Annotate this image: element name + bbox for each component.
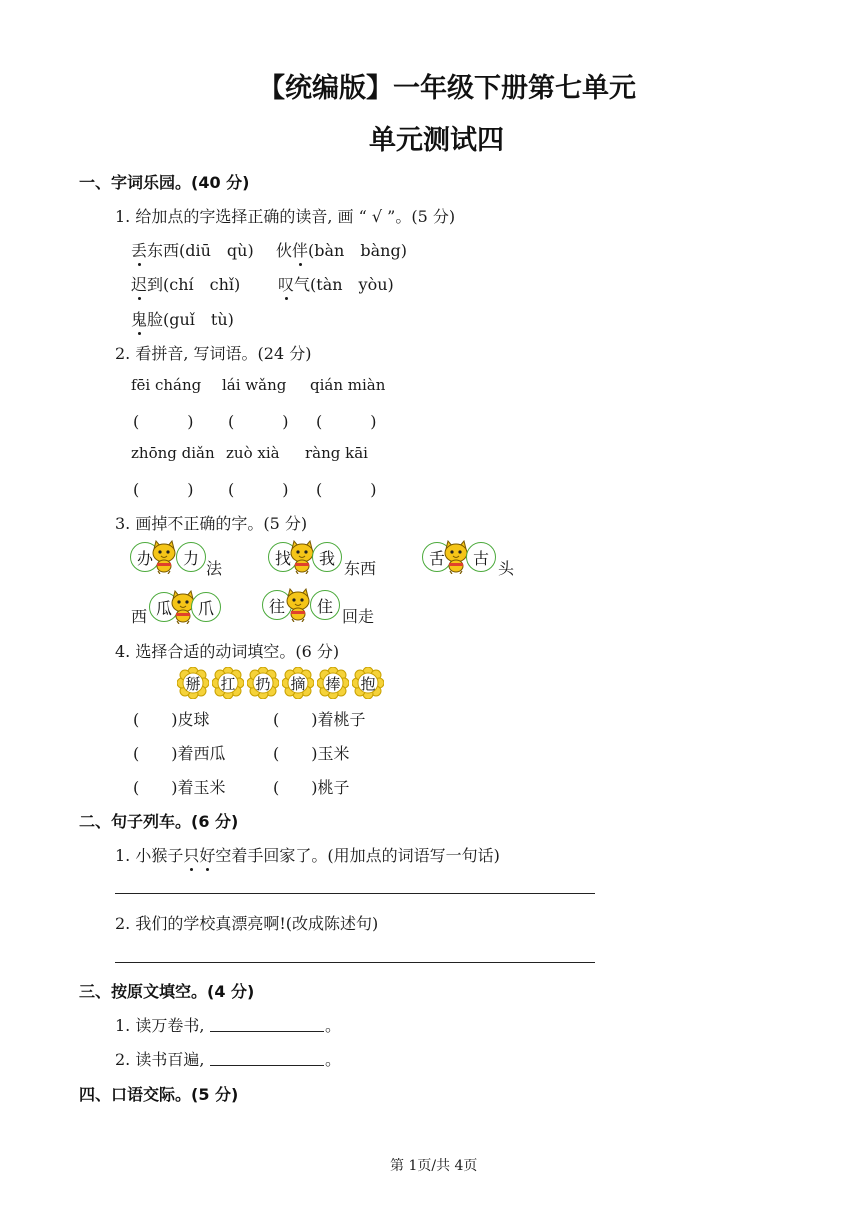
s2-q2-prompt: 2. 我们的学校真漂亮啊!(改成陈述句) [115,914,379,933]
section-1-heading: 一、字词乐园。(40 分) [79,173,250,192]
answer-bracket[interactable]: ( ) [228,480,289,499]
page-subtitle: 单元测试四 [369,125,504,156]
dotted-char: 伴 [292,238,308,261]
pinyin: ràng kāi [305,444,368,462]
period: 。 [325,1050,342,1069]
verb-option[interactable]: 摘 [282,667,314,699]
char-choice-group-2: 找 我 东西 [268,542,408,572]
char-choice-group-3: 舌 古 头 [422,542,542,572]
char-choice-group-5: 往 住 回走 [262,590,392,620]
answer-bracket[interactable]: ( ) [133,412,194,431]
answer-bracket[interactable]: ( ) [316,480,377,499]
char-choice[interactable]: 爪 [191,592,221,622]
verb-option[interactable]: 抱 [352,667,384,699]
char-choice[interactable]: 找 [268,542,298,572]
dotted-char: 迟 [131,272,147,295]
s2-q1-prompt: 1. 小猴子只好空着手回家了。(用加点的词语写一句话) [115,843,500,866]
fill-blank[interactable]: ( )皮球 [133,710,210,729]
answer-line[interactable] [115,962,595,963]
s3-q2-text: 2. 读书百遍, [115,1050,205,1069]
char-choice[interactable]: 瓜 [149,592,179,622]
q1-item-2: 伙伴(bàn bàng) [276,238,407,261]
fill-blank[interactable]: ( )桃子 [273,778,350,797]
page-title: 【统编版】一年级下册第七单元 [258,73,636,104]
char-choice-group-4: 西 瓜 爪 [131,592,231,622]
verb-option[interactable]: 捧 [317,667,349,699]
answer-bracket[interactable]: ( ) [228,412,289,431]
q1-item-5: 鬼脸(guǐ tù) [131,307,234,330]
answer-bracket[interactable]: ( ) [316,412,377,431]
char-choice[interactable]: 舌 [422,542,452,572]
dotted-char: 好 [199,843,215,866]
pinyin: zhōng diǎn [131,444,215,462]
pinyin: qián miàn [310,376,386,394]
q2-prompt: 2. 看拼音, 写词语。(24 分) [115,344,312,363]
char-choice[interactable]: 力 [176,542,206,572]
s3-q1-text: 1. 读万卷书, [115,1016,205,1035]
q3-prompt: 3. 画掉不正确的字。(5 分) [115,514,308,533]
fill-blank[interactable]: ( )玉米 [273,744,350,763]
pinyin: fēi cháng [131,376,202,394]
char-choice[interactable]: 住 [310,590,340,620]
dotted-char: 只 [183,843,199,866]
period: 。 [325,1016,342,1035]
q1-prompt: 1. 给加点的字选择正确的读音, 画 “ √ ”。(5 分) [115,207,456,226]
section-3-heading: 三、按原文填空。(4 分) [79,982,255,1001]
dotted-char: 鬼 [131,307,147,330]
char-choice-group-1: 办 力 法 [130,542,250,572]
char-choice[interactable]: 往 [262,590,292,620]
q1-item-3: 迟到(chí chǐ) [131,272,240,295]
fill-blank[interactable]: ( )着玉米 [133,778,226,797]
verb-option[interactable]: 扔 [247,667,279,699]
q1-item-1: 丢东西(diū qù) [131,238,254,261]
section-4-heading: 四、口语交际。(5 分) [79,1085,239,1104]
char-choice[interactable]: 我 [312,542,342,572]
answer-line[interactable] [210,1065,324,1066]
char-choice[interactable]: 办 [130,542,160,572]
answer-bracket[interactable]: ( ) [133,480,194,499]
section-2-heading: 二、句子列车。(6 分) [79,812,239,831]
page-number: 第 1页/共 4页 [390,1158,478,1174]
answer-line[interactable] [210,1031,324,1032]
q1-item-4: 叹气(tàn yòu) [278,272,394,295]
dotted-char: 丢 [131,238,147,261]
answer-line[interactable] [115,893,595,894]
fill-blank[interactable]: ( )着桃子 [273,710,366,729]
dotted-char: 叹 [278,272,294,295]
q4-prompt: 4. 选择合适的动词填空。(6 分) [115,642,340,661]
pinyin: lái wǎng [222,376,287,394]
verb-option[interactable]: 掰 [177,667,209,699]
pinyin: zuò xià [226,444,280,462]
verb-option[interactable]: 扛 [212,667,244,699]
char-choice[interactable]: 古 [466,542,496,572]
fill-blank[interactable]: ( )着西瓜 [133,744,226,763]
